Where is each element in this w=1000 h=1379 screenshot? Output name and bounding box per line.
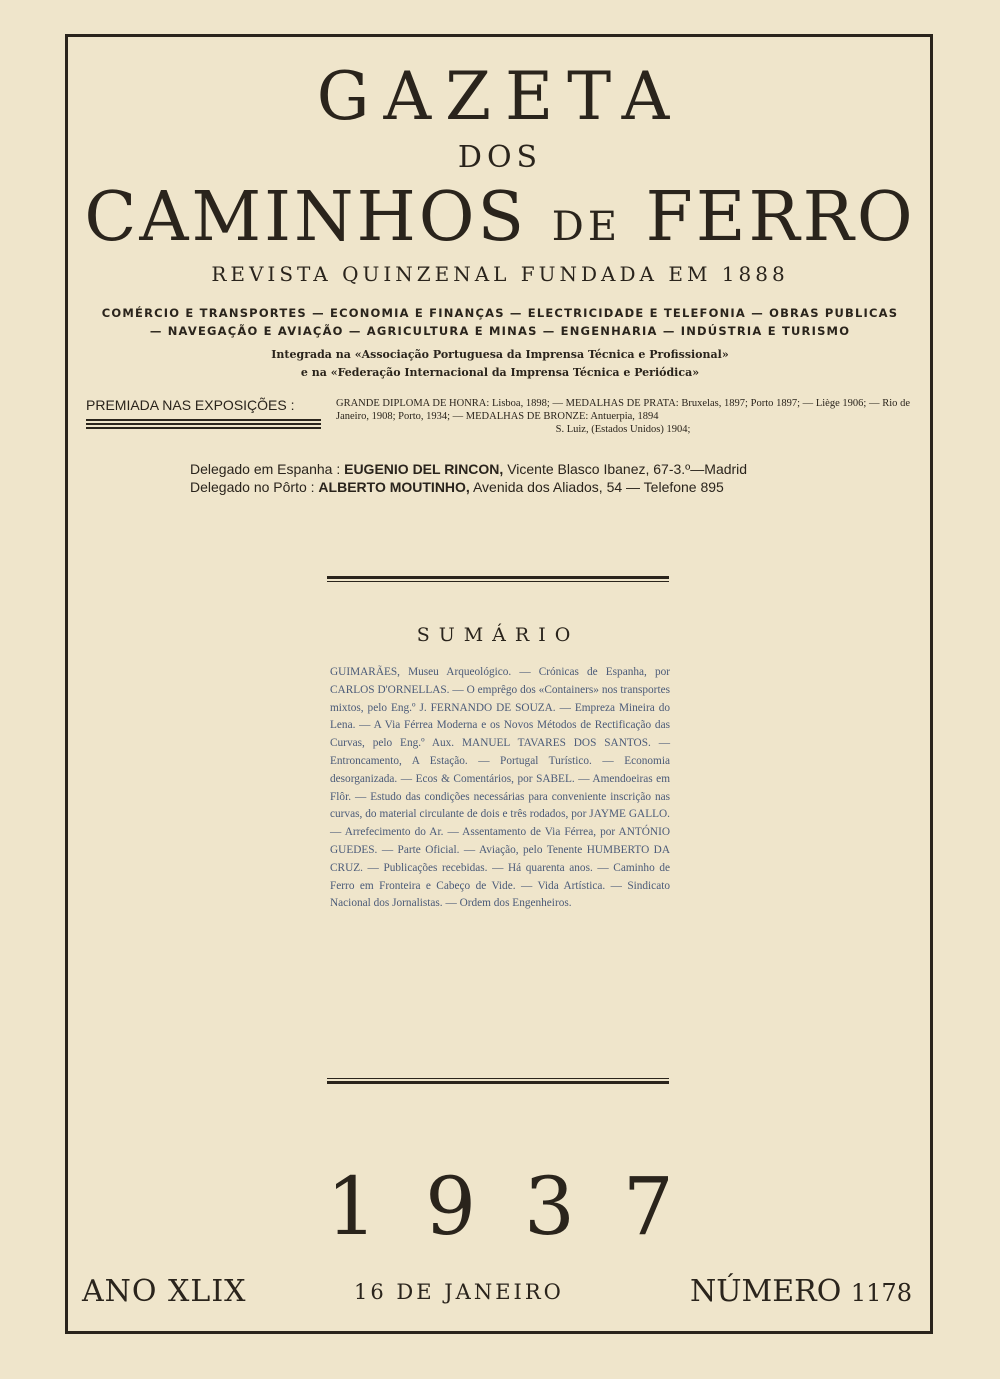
- delegado-porto-label: Delegado no Pôrto :: [190, 479, 315, 495]
- masthead-subtitle: REVISTA QUINZENAL FUNDADA EM 1888: [211, 262, 789, 286]
- masthead-title-caminhos-de-ferro: [0, 178, 1000, 257]
- premiada-text: [336, 397, 910, 436]
- masthead-word-ferro: FERRO: [645, 178, 916, 257]
- masthead-word-caminhos: CAMINHOS: [84, 178, 528, 257]
- topics-line-1: COMÉRCIO E TRANSPORTES — ECONOMIA E FINANÇAS — ELECTRICIDADE E TELEFONIA — OBRAS PUBLICAS: [101, 306, 899, 320]
- sumario-body: GUIMARÃES, Museu Arqueológico. — Crónicas de Espanha, por CARLOS D'ORNELLAS. — O emprêgo dos «Containers» nos transportes mixtos, pelo Eng.º J. FERNANDO DE SOUZA. — Empreza Mineira do Lena. — A Via Férrea Moderna e os Novos Métodos de Rectificação das Curvas, pelo Eng.º Aux. MANUEL TAVARES DOS SANTOS. — Entroncamento, A Estação. — Portugal Turístico. — Economia desorganizada. — Ecos & Comentários, por SABEL. — Amendoeiras em Flôr. — Estudo das condições necessárias para conveniente inscrição nas curvas, do material circulante de dois e três rodados, por JAYME GALLO. — Arrefecimento do Ar. — Assentamento de Via Férrea, por ANTÓNIO GUEDES. — Parte Oficial. — Aviação, pelo Tenente HUMBERTO DA CRUZ. — Publicações recebidas. — Há quarenta anos. — Caminho de Ferro em Fronteira e Cabeço de Vide. — Vida Artística. — Sindicato Nacional dos Jornalistas. — Ordem dos Engenheiros.: [330, 666, 670, 910]
- topics-line-2: — NAVEGAÇÃO E AVIAÇÃO — AGRICULTURA E MINAS — ENGENHARIA — INDÚSTRIA E TURISMO: [149, 324, 851, 338]
- issue-numero-label: NÚMERO: [690, 1274, 842, 1309]
- premiada-awards: GRANDE DIPLOMA DE HONRA: Lisboa, 1898; — MEDALHAS DE PRATA: Bruxelas, 1897; Porto 1897; — Liège 1906; — Rio de Janeiro, 1908; Porto, 1934; — MEDALHAS DE BRONZE: Antuerpia, 1894: [336, 398, 910, 422]
- integrada-line-1: Integrada na «Associação Portuguesa da Imprensa Técnica e Profissional»: [271, 348, 729, 361]
- delegado-porto-address: Avenida dos Aliados, 54 — Telefone 895: [472, 479, 724, 495]
- delegado-porto: [190, 479, 724, 495]
- integrada-line-2: e na «Federação Internacional da Imprensa Técnica e Periódica»: [300, 366, 700, 379]
- delegado-espanha-name: EUGENIO DEL RINCON,: [344, 461, 504, 477]
- premiada-awards-last: S. Luiz, (Estados Unidos) 1904;: [555, 424, 691, 435]
- masthead-title-dos: DOS: [457, 140, 543, 175]
- masthead-word-de: DE: [551, 204, 622, 250]
- delegado-espanha-label: Delegado em Espanha :: [190, 461, 341, 477]
- issue-year: 1937: [326, 1160, 722, 1253]
- issue-ano: ANO XLIX: [82, 1274, 247, 1309]
- issue-date: 16 DE JANEIRO: [354, 1280, 564, 1304]
- masthead-title-gazeta: GAZETA: [316, 58, 684, 135]
- issue-numero: [690, 1274, 912, 1309]
- premiada-rules: [86, 419, 321, 431]
- delegado-porto-name: ALBERTO MOUTINHO,: [318, 479, 470, 495]
- delegado-espanha: [190, 461, 747, 477]
- issue-numero-value: 1178: [850, 1279, 912, 1307]
- sumario-bottom-rule: [327, 1078, 669, 1084]
- sumario-top-rule: [327, 576, 669, 582]
- delegado-espanha-address: Vicente Blasco Ibanez, 67-3.º—Madrid: [507, 461, 748, 477]
- sumario-title: SUMÁRIO: [416, 624, 580, 646]
- premiada-label: PREMIADA NAS EXPOSIÇÕES :: [86, 397, 295, 413]
